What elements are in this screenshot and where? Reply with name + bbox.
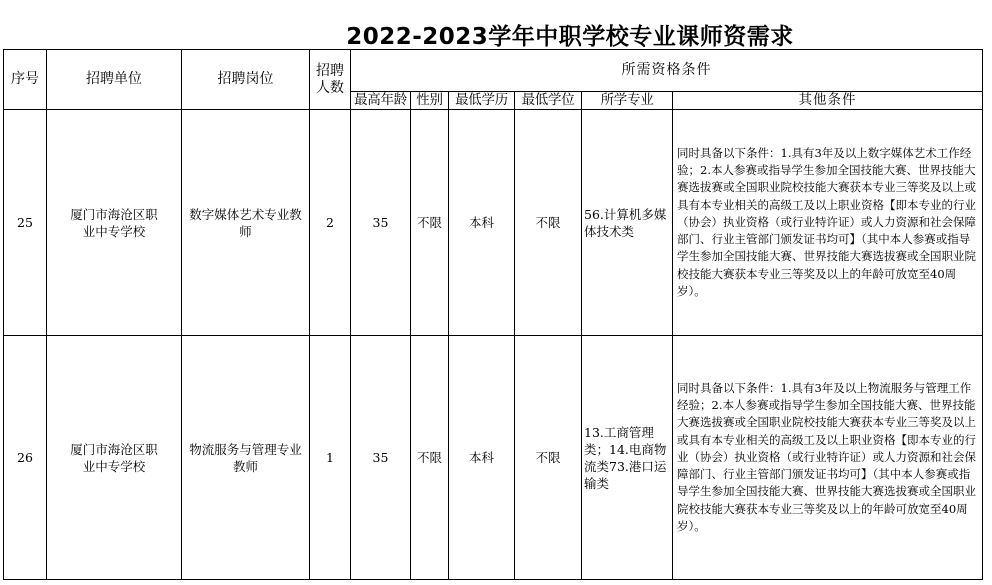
cell-position: 物流服务与管理专业教师	[182, 336, 310, 580]
cell-count: 1	[310, 336, 351, 580]
header-position: 招聘岗位	[182, 50, 310, 110]
cell-max-age: 35	[351, 336, 411, 580]
header-min-education: 最低学历	[449, 92, 515, 110]
requirements-table	[3, 49, 983, 580]
cell-unit: 厦门市海沧区职业中专学校	[47, 336, 182, 580]
header-gender: 性别	[411, 92, 449, 110]
cell-max-age: 35	[351, 110, 411, 336]
cell-index: 25	[4, 110, 47, 336]
page-title: 2022-2023学年中职学校专业课师资需求	[346, 24, 794, 50]
cell-min-degree: 不限	[515, 336, 582, 580]
header-max-age: 最高年龄	[351, 92, 411, 110]
requirements-table-container	[3, 49, 983, 580]
header-index: 序号	[4, 50, 47, 110]
cell-gender: 不限	[411, 110, 449, 336]
table-row	[4, 110, 983, 336]
header-min-degree: 最低学位	[515, 92, 582, 110]
header-other: 其他条件	[673, 92, 983, 110]
cell-min-education: 本科	[449, 110, 515, 336]
cell-count: 2	[310, 110, 351, 336]
cell-major: 13.工商管理类；14.电商物流类73.港口运输类	[582, 336, 673, 580]
cell-gender: 不限	[411, 336, 449, 580]
header-row-top	[4, 50, 983, 92]
table-row	[4, 336, 983, 580]
cell-major: 56.计算机多媒体技术类	[582, 110, 673, 336]
cell-min-degree: 不限	[515, 110, 582, 336]
header-unit: 招聘单位	[47, 50, 182, 110]
cell-unit: 厦门市海沧区职业中专学校	[47, 110, 182, 336]
cell-position: 数字媒体艺术专业教师	[182, 110, 310, 336]
cell-min-education: 本科	[449, 336, 515, 580]
header-major: 所学专业	[582, 92, 673, 110]
cell-index: 26	[4, 336, 47, 580]
cell-other: 同时具备以下条件：1.具有3年及以上物流服务与管理工作经验；2.本人参赛或指导学生参加全国技能大赛、世界技能大赛选拔赛或全国职业院校技能大赛获本专业三等奖及以上或具有本专业相关的高级工及以上职业资格【即本专业的行业（协会）执业资格（或行业特许证）或人力资源和社会保障部门、行业主管部门颁发证书均可】（其中本人参赛或指导学生参加全国技能大赛、世界技能大赛选拔赛或全国职业院校技能大赛获本专业三等奖及以上的年龄可放宽至40周岁）。	[673, 336, 983, 580]
header-qualifications: 所需资格条件	[351, 50, 983, 92]
cell-other: 同时具备以下条件：1.具有3年及以上数字媒体艺术工作经验；2.本人参赛或指导学生参加全国技能大赛、世界技能大赛选拔赛或全国职业院校技能大赛获本专业三等奖及以上或具有本专业相关的高级工及以上职业资格【即本专业的行业（协会）执业资格（或行业特许证）或人力资源和社会保障部门、行业主管部门颁发证书均可】（其中本人参赛或指导学生参加全国技能大赛、世界技能大赛选拔赛或全国职业院校技能大赛获本专业三等奖及以上的年龄可放宽至40周岁）。	[673, 110, 983, 336]
header-count: 招聘人数	[310, 50, 351, 110]
